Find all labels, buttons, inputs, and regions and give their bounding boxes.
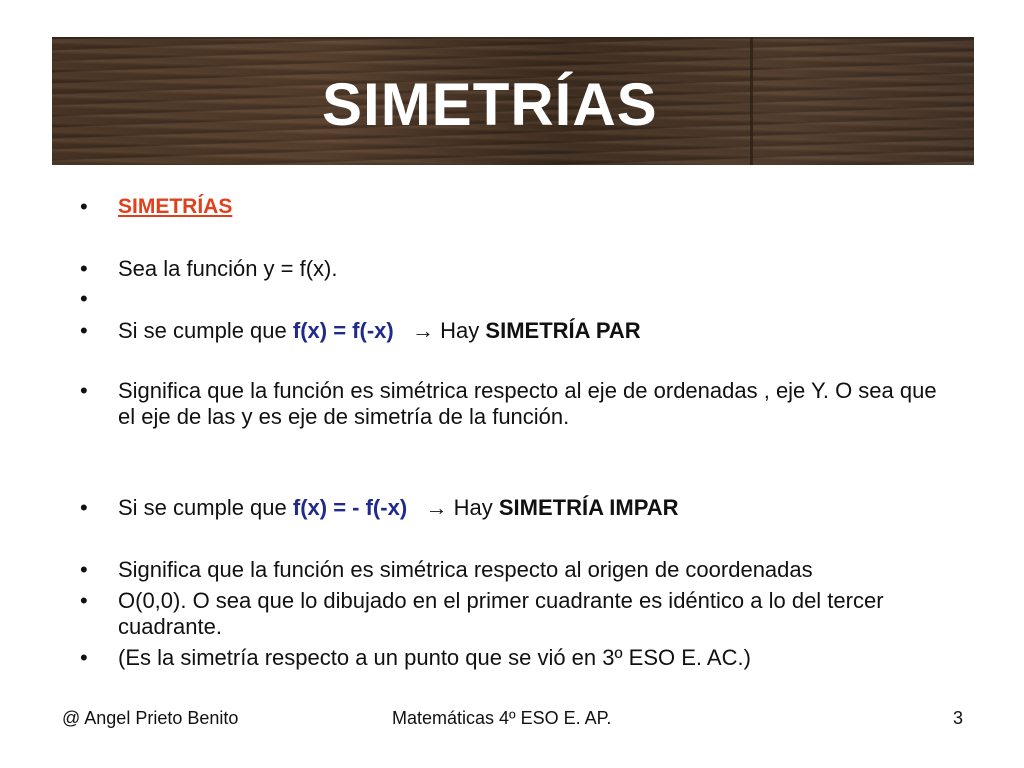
par-mid: Hay: [434, 318, 486, 343]
par-prefix: Si se cumple que: [118, 318, 293, 343]
impar-formula: f(x) = - f(-x): [292, 495, 408, 520]
footer-author: @ Angel Prieto Benito: [62, 708, 239, 728]
origin-description: O(0,0). O sea que lo dibujado en el primer cuadrante es idéntico a lo del tercer cuadrante.: [118, 588, 884, 639]
impar-prefix: Si se cumple que: [118, 495, 293, 520]
par-formula: f(x) = f(-x): [292, 318, 394, 343]
wood-seam: [750, 37, 753, 165]
par-description: Significa que la función es simétrica respecto al eje de ordenadas , eje Y. O sea que el eje de las y es eje de simetría de la función.: [118, 378, 937, 429]
impar-label: SIMETRÍA IMPAR: [498, 495, 679, 520]
bullet: •: [80, 645, 88, 670]
impar-mid: Hay: [447, 495, 499, 520]
slide-title: SIMETRÍAS: [322, 71, 658, 138]
footer-page-number: 3: [953, 708, 964, 728]
bullet: •: [80, 495, 88, 520]
impar-description: Significa que la función es simétrica respecto al origen de coordenadas: [118, 557, 813, 582]
bullet: •: [80, 256, 88, 281]
bullet: •: [80, 194, 88, 219]
section-heading: SIMETRÍAS: [118, 195, 233, 218]
par-label: SIMETRÍA PAR: [485, 318, 641, 343]
bullet: •: [80, 588, 88, 613]
arrow-icon: →: [425, 495, 448, 520]
footer-course: Matemáticas 4º ESO E. AP.: [392, 708, 612, 728]
function-definition: Sea la función y = f(x).: [118, 256, 338, 281]
arrow-icon: →: [412, 318, 435, 343]
title-banner: [52, 37, 974, 165]
bullet: •: [80, 286, 88, 311]
bullet: •: [80, 318, 88, 343]
bullet: •: [80, 378, 88, 403]
par-condition: [118, 318, 641, 344]
point-symmetry-note: (Es la simetría respecto a un punto que se vió en 3º ESO E. AC.): [118, 645, 751, 670]
wood-edge: [52, 37, 974, 39]
bullet: •: [80, 557, 88, 582]
impar-condition: [118, 495, 679, 521]
